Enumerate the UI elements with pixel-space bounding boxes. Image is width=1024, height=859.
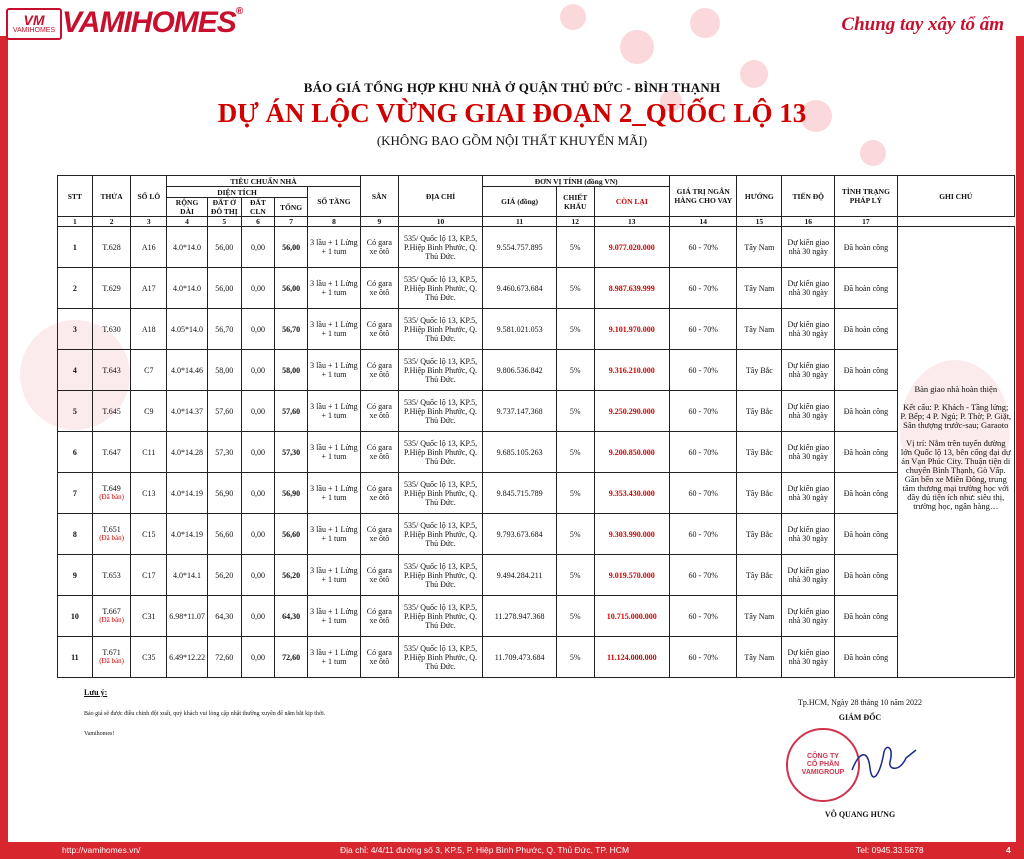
- cell-chietkhau: 5%: [556, 555, 594, 596]
- footer-url[interactable]: http://vamihomes.vn/: [62, 845, 141, 855]
- column-number: 9: [360, 217, 398, 227]
- header-thua: THỬA: [92, 176, 131, 217]
- title-note: (KHÔNG BAO GỒM NỘI THẤT KHUYẾN MÃI): [376, 133, 648, 148]
- cell-gia: 9.845.715.789: [483, 473, 556, 514]
- note-paragraph: Vị trí: Nằm trên tuyến đường lớn Quốc lộ 13, bên cổng đại dự án Vạn Phúc City. Thuận tiện di chuyển Bình Thạnh, Gò Vấp. Gần bến xe Miền Đông, trung tâm thương mại trường học với đầy đủ tiện ích như: siêu thị, trường học, ngân hàng…: [900, 437, 1011, 511]
- cell-phaply: Đã hoàn công: [835, 473, 897, 514]
- cell-solo: C15: [131, 514, 167, 555]
- cell-dato: 57,60: [207, 391, 241, 432]
- cell-rongdai: 4.0*14.19: [167, 514, 208, 555]
- header-ghichu: GHI CHÚ: [897, 176, 1014, 217]
- cell-rongdai: 4.0*14.1: [167, 555, 208, 596]
- cell-huong: Tây Bắc: [737, 514, 782, 555]
- cell-phaply: Đã hoàn công: [835, 350, 897, 391]
- price-table: [57, 175, 1015, 678]
- column-number: 7: [275, 217, 308, 227]
- cell-vay: 60 - 70%: [670, 227, 737, 268]
- table-row: [58, 555, 1015, 596]
- column-number: 11: [483, 217, 556, 227]
- cell-stt: 1: [58, 227, 93, 268]
- cell-phaply: Đã hoàn công: [835, 268, 897, 309]
- plot-number: T.653: [102, 570, 121, 580]
- plot-number: T.629: [102, 283, 121, 293]
- cell-huong: Tây Bắc: [737, 432, 782, 473]
- plot-number: T.628: [102, 242, 121, 252]
- cell-san: Có gara xe ôtô: [360, 309, 398, 350]
- cell-sotang: 3 lầu + 1 Lửng + 1 tum: [307, 309, 360, 350]
- cell-phaply: Đã hoàn công: [835, 432, 897, 473]
- cell-solo: C9: [131, 391, 167, 432]
- footer-tel: Tel: 0945.33.5678: [856, 845, 924, 855]
- cell-datcln: 0,00: [241, 309, 275, 350]
- cell-stt: 5: [58, 391, 93, 432]
- cell-huong: Tây Nam: [737, 637, 782, 678]
- header-sotang: SỐ TẦNG: [307, 187, 360, 217]
- cell-stt: 7: [58, 473, 93, 514]
- cell-phaply: Đã hoàn công: [835, 227, 897, 268]
- cell-dato: 72,60: [207, 637, 241, 678]
- cell-tiendo: Dự kiến giao nhà 30 ngày: [782, 227, 835, 268]
- cell-tiendo: Dự kiến giao nhà 30 ngày: [782, 473, 835, 514]
- cell-tiendo: Dự kiến giao nhà 30 ngày: [782, 350, 835, 391]
- cell-san: Có gara xe ôtô: [360, 227, 398, 268]
- cell-chietkhau: 5%: [556, 391, 594, 432]
- brand-name: VAMIHOMES®: [62, 6, 243, 39]
- cell-rongdai: 4.0*14.0: [167, 227, 208, 268]
- cell-sotang: 3 lầu + 1 Lửng + 1 tum: [307, 391, 360, 432]
- cell-conlai: 8.987.639.999: [594, 268, 669, 309]
- cell-stt: 8: [58, 514, 93, 555]
- cell-san: Có gara xe ôtô: [360, 596, 398, 637]
- cell-vay: 60 - 70%: [670, 473, 737, 514]
- cell-gia: 11.709.473.684: [483, 637, 556, 678]
- blossom-decoration: [620, 30, 654, 64]
- table-body: [58, 217, 1015, 678]
- cell-chietkhau: 5%: [556, 596, 594, 637]
- cell-rongdai: 4.05*14.0: [167, 309, 208, 350]
- cell-gia: 9.554.757.895: [483, 227, 556, 268]
- notes-cell: [897, 227, 1014, 678]
- blossom-decoration: [690, 8, 720, 38]
- cell-rongdai: 4.0*14.19: [167, 473, 208, 514]
- cell-gia: 9.581.021.053: [483, 309, 556, 350]
- cell-dato: 57,30: [207, 432, 241, 473]
- cell-san: Có gara xe ôtô: [360, 514, 398, 555]
- cell-datcln: 0,00: [241, 596, 275, 637]
- cell-tiendo: Dự kiến giao nhà 30 ngày: [782, 637, 835, 678]
- cell-tong: 58,00: [275, 350, 308, 391]
- cell-diachi: 535/ Quốc lộ 13, KP.5, P.Hiệp Bình Phước, Q. Thủ Đức.: [398, 514, 483, 555]
- header-donvi: ĐƠN VỊ TÍNH (đồng VN): [483, 176, 670, 187]
- sold-badge: (Đã bán): [99, 657, 124, 665]
- header-tong: TỔNG: [275, 198, 308, 217]
- plot-number: T.645: [102, 406, 121, 416]
- cell-stt: 11: [58, 637, 93, 678]
- cell-datcln: 0,00: [241, 637, 275, 678]
- cell-solo: A18: [131, 309, 167, 350]
- cell-chietkhau: 5%: [556, 473, 594, 514]
- cell-rongdai: 6.49*12.22: [167, 637, 208, 678]
- cell-tong: 64,30: [275, 596, 308, 637]
- cell-sotang: 3 lầu + 1 Lửng + 1 tum: [307, 350, 360, 391]
- cell-gia: 9.685.105.263: [483, 432, 556, 473]
- cell-dato: 64,30: [207, 596, 241, 637]
- cell-conlai: 11.124.000.000: [594, 637, 669, 678]
- header-san: SÂN: [360, 176, 398, 217]
- column-number: 15: [737, 217, 782, 227]
- column-number: 2: [92, 217, 131, 227]
- sign-title: GIÁM ĐỐC: [838, 713, 882, 722]
- table-row: [58, 514, 1015, 555]
- cell-diachi: 535/ Quốc lộ 13, KP.5, P.Hiệp Bình Phước, Q. Thủ Đức.: [398, 555, 483, 596]
- header-stt: STT: [58, 176, 93, 217]
- cell-thua: [92, 309, 131, 350]
- cell-huong: Tây Bắc: [737, 350, 782, 391]
- column-number: 13: [594, 217, 669, 227]
- cell-chietkhau: 5%: [556, 514, 594, 555]
- column-number: 4: [167, 217, 208, 227]
- cell-diachi: 535/ Quốc lộ 13, KP.5, P.Hiệp Bình Phước, Q. Thủ Đức.: [398, 473, 483, 514]
- table-row: [58, 391, 1015, 432]
- cell-stt: 3: [58, 309, 93, 350]
- cell-thua: [92, 432, 131, 473]
- table-row: [58, 350, 1015, 391]
- cell-huong: Tây Nam: [737, 268, 782, 309]
- cell-phaply: Đã hoàn công: [835, 555, 897, 596]
- cell-sotang: 3 lầu + 1 Lửng + 1 tum: [307, 514, 360, 555]
- cell-conlai: 10.715.000.000: [594, 596, 669, 637]
- cell-tiendo: Dự kiến giao nhà 30 ngày: [782, 514, 835, 555]
- cell-tiendo: Dự kiến giao nhà 30 ngày: [782, 555, 835, 596]
- cell-solo: A16: [131, 227, 167, 268]
- header-dientich: DIỆN TÍCH: [167, 187, 308, 198]
- cell-vay: 60 - 70%: [670, 432, 737, 473]
- handwritten-signature: [850, 740, 920, 780]
- cell-tong: 56,90: [275, 473, 308, 514]
- cell-conlai: 9.200.850.000: [594, 432, 669, 473]
- cell-thua: [92, 227, 131, 268]
- cell-dato: 58,00: [207, 350, 241, 391]
- cell-tong: 56,60: [275, 514, 308, 555]
- page-number: 4: [1006, 845, 1011, 855]
- sold-badge: (Đã bán): [99, 616, 124, 624]
- cell-stt: 10: [58, 596, 93, 637]
- cell-dato: 56,00: [207, 268, 241, 309]
- cell-datcln: 0,00: [241, 391, 275, 432]
- cell-sotang: 3 lầu + 1 Lửng + 1 tum: [307, 227, 360, 268]
- cell-chietkhau: 5%: [556, 309, 594, 350]
- company-seal: CÔNG TY CỔ PHẦN VAMIGROUP: [786, 728, 860, 802]
- note-paragraph: Bàn giao nhà hoàn thiện: [914, 383, 998, 394]
- page-title: DỰ ÁN LỘC VỪNG GIAI ĐOẠN 2_QUỐC LỘ 13: [217, 98, 807, 128]
- cell-rongdai: 6.98*11.07: [167, 596, 208, 637]
- cell-stt: 9: [58, 555, 93, 596]
- cell-diachi: 535/ Quốc lộ 13, KP.5, P.Hiệp Bình Phước, Q. Thủ Đức.: [398, 268, 483, 309]
- notes-section: [84, 688, 325, 751]
- cell-conlai: 9.353.430.000: [594, 473, 669, 514]
- footer-address: Địa chỉ: 4/4/11 đường số 3, KP.5, P. Hiệp Bình Phước, Q. Thủ Đức, TP. HCM: [340, 845, 630, 855]
- cell-vay: 60 - 70%: [670, 391, 737, 432]
- header-rongdai: RỘNG DÀI: [167, 198, 208, 217]
- column-number-row: [58, 217, 1015, 227]
- cell-gia: 9.806.536.842: [483, 350, 556, 391]
- cell-sotang: 3 lầu + 1 Lửng + 1 tum: [307, 596, 360, 637]
- cell-huong: Tây Nam: [737, 227, 782, 268]
- notes-line: Bảo giá sẽ được điều chỉnh đột xuất, quý khách vui lòng cập nhật thường xuyên để nắm bắt kịp thời.: [84, 711, 326, 717]
- cell-vay: 60 - 70%: [670, 514, 737, 555]
- cell-tong: 56,70: [275, 309, 308, 350]
- plot-number: T.667: [102, 607, 121, 616]
- cell-san: Có gara xe ôtô: [360, 637, 398, 678]
- column-number: 10: [398, 217, 483, 227]
- cell-vay: 60 - 70%: [670, 555, 737, 596]
- cell-tong: 57,60: [275, 391, 308, 432]
- cell-diachi: 535/ Quốc lộ 13, KP.5, P.Hiệp Bình Phước, Q. Thủ Đức.: [398, 309, 483, 350]
- header-dato: ĐẤT Ở ĐÔ THỊ: [207, 198, 241, 217]
- note-paragraph: Kết cấu: P. Khách - Tầng lửng; P. Bếp; 4 P. Ngủ; P. Thờ; P. Giặt, Sân thượng trước-sau; Garaoto: [900, 401, 1012, 430]
- plot-number: T.647: [102, 447, 121, 457]
- cell-gia: 11.278.947.368: [483, 596, 556, 637]
- cell-chietkhau: 5%: [556, 432, 594, 473]
- cell-thua: [92, 268, 131, 309]
- cell-thua: [92, 473, 131, 514]
- cell-gia: 9.494.284.211: [483, 555, 556, 596]
- cell-phaply: Đã hoàn công: [835, 637, 897, 678]
- cell-sotang: 3 lầu + 1 Lửng + 1 tum: [307, 268, 360, 309]
- cell-huong: Tây Nam: [737, 309, 782, 350]
- cell-san: Có gara xe ôtô: [360, 473, 398, 514]
- header-tinhtrang: TÌNH TRẠNG PHÁP LÝ: [835, 176, 897, 217]
- cell-conlai: 9.101.970.000: [594, 309, 669, 350]
- column-number: 3: [131, 217, 167, 227]
- cell-tong: 72,60: [275, 637, 308, 678]
- cell-tiendo: Dự kiến giao nhà 30 ngày: [782, 268, 835, 309]
- cell-san: Có gara xe ôtô: [360, 432, 398, 473]
- cell-solo: C31: [131, 596, 167, 637]
- cell-sotang: 3 lầu + 1 Lửng + 1 tum: [307, 432, 360, 473]
- cell-phaply: Đã hoàn công: [835, 596, 897, 637]
- cell-vay: 60 - 70%: [670, 350, 737, 391]
- header-diachi: ĐỊA CHỈ: [398, 176, 483, 217]
- cell-datcln: 0,00: [241, 432, 275, 473]
- cell-tong: 57,30: [275, 432, 308, 473]
- cell-thua: [92, 555, 131, 596]
- cell-datcln: 0,00: [241, 555, 275, 596]
- column-number: 16: [782, 217, 835, 227]
- cell-vay: 60 - 70%: [670, 309, 737, 350]
- cell-solo: C35: [131, 637, 167, 678]
- cell-huong: Tây Bắc: [737, 391, 782, 432]
- cell-conlai: 9.077.020.000: [594, 227, 669, 268]
- table-row: [58, 637, 1015, 678]
- header-giatri: GIÁ TRỊ NGÂN HÀNG CHO VAY: [670, 176, 737, 217]
- cell-solo: C13: [131, 473, 167, 514]
- cell-gia: 9.460.673.684: [483, 268, 556, 309]
- cell-rongdai: 4.0*14.46: [167, 350, 208, 391]
- cell-sotang: 3 lầu + 1 Lửng + 1 tum: [307, 555, 360, 596]
- cell-tiendo: Dự kiến giao nhà 30 ngày: [782, 309, 835, 350]
- table-row: [58, 268, 1015, 309]
- right-red-border: [1016, 36, 1024, 842]
- plot-number: T.671: [102, 648, 121, 657]
- header-tieuchuan: TIÊU CHUẨN NHÀ: [167, 176, 361, 187]
- cell-dato: 56,90: [207, 473, 241, 514]
- cell-datcln: 0,00: [241, 514, 275, 555]
- cell-huong: Tây Bắc: [737, 555, 782, 596]
- cell-dato: 56,70: [207, 309, 241, 350]
- left-red-border: [0, 36, 8, 842]
- notes-heading: Lưu ý:: [84, 688, 108, 697]
- cell-solo: A17: [131, 268, 167, 309]
- cell-huong: Tây Nam: [737, 596, 782, 637]
- cell-huong: Tây Bắc: [737, 473, 782, 514]
- cell-datcln: 0,00: [241, 268, 275, 309]
- table-row: [58, 227, 1015, 268]
- table-row: [58, 432, 1015, 473]
- title-block: [0, 80, 1024, 149]
- sold-badge: (Đã bán): [99, 534, 124, 542]
- logo-mark: VM VAMIHOMES: [6, 8, 62, 40]
- cell-datcln: 0,00: [241, 227, 275, 268]
- cell-solo: C11: [131, 432, 167, 473]
- cell-chietkhau: 5%: [556, 268, 594, 309]
- column-number: 6: [241, 217, 275, 227]
- cell-thua: [92, 391, 131, 432]
- plot-number: T.649: [102, 484, 121, 493]
- header-tiendo: TIẾN ĐỘ: [782, 176, 835, 217]
- subtitle: BÁO GIÁ TỔNG HỢP KHU NHÀ Ở QUẬN THỦ ĐỨC - BÌNH THẠNH: [303, 80, 721, 95]
- cell-thua: [92, 514, 131, 555]
- header-chietkhau: CHIẾT KHẤU: [556, 187, 594, 217]
- plot-number: T.630: [102, 324, 121, 334]
- cell-tiendo: Dự kiến giao nhà 30 ngày: [782, 596, 835, 637]
- cell-tong: 56,00: [275, 227, 308, 268]
- column-number: 14: [670, 217, 737, 227]
- cell-conlai: 9.316.210.000: [594, 350, 669, 391]
- cell-rongdai: 4.0*14.37: [167, 391, 208, 432]
- plot-number: T.643: [102, 365, 121, 375]
- cell-conlai: 9.250.290.000: [594, 391, 669, 432]
- cell-rongdai: 4.0*14.0: [167, 268, 208, 309]
- cell-dato: 56,20: [207, 555, 241, 596]
- header-gia: GIÁ (đồng): [483, 187, 556, 217]
- cell-diachi: 535/ Quốc lộ 13, KP.5, P.Hiệp Bình Phước, Q. Thủ Đức.: [398, 227, 483, 268]
- column-number: 17: [835, 217, 897, 227]
- header-conlai: CÒN LẠI: [594, 187, 669, 217]
- cell-sotang: 3 lầu + 1 Lửng + 1 tum: [307, 637, 360, 678]
- cell-stt: 2: [58, 268, 93, 309]
- cell-conlai: 9.019.570.000: [594, 555, 669, 596]
- cell-thua: [92, 637, 131, 678]
- header-huong: HƯỚNG: [737, 176, 782, 217]
- table-row: [58, 596, 1015, 637]
- footer-bar: [0, 842, 1024, 859]
- header-solo: SỐ LÔ: [131, 176, 167, 217]
- cell-sotang: 3 lầu + 1 Lửng + 1 tum: [307, 473, 360, 514]
- blossom-decoration: [560, 4, 586, 30]
- cell-san: Có gara xe ôtô: [360, 268, 398, 309]
- cell-chietkhau: 5%: [556, 350, 594, 391]
- header-datcln: ĐẤT CLN: [241, 198, 275, 217]
- plot-number: T.651: [102, 525, 121, 534]
- cell-san: Có gara xe ôtô: [360, 555, 398, 596]
- cell-vay: 60 - 70%: [670, 268, 737, 309]
- column-number: 1: [58, 217, 93, 227]
- cell-gia: 9.737.147.368: [483, 391, 556, 432]
- cell-phaply: Đã hoàn công: [835, 309, 897, 350]
- column-number: 8: [307, 217, 360, 227]
- cell-diachi: 535/ Quốc lộ 13, KP.5, P.Hiệp Bình Phước, Q. Thủ Đức.: [398, 432, 483, 473]
- cell-gia: 9.793.673.684: [483, 514, 556, 555]
- cell-diachi: 535/ Quốc lộ 13, KP.5, P.Hiệp Bình Phước, Q. Thủ Đức.: [398, 637, 483, 678]
- sign-date: Tp.HCM, Ngày 28 tháng 10 năm 2022: [798, 698, 922, 707]
- cell-phaply: Đã hoàn công: [835, 391, 897, 432]
- cell-diachi: 535/ Quốc lộ 13, KP.5, P.Hiệp Bình Phước, Q. Thủ Đức.: [398, 391, 483, 432]
- column-number: 5: [207, 217, 241, 227]
- sold-badge: (Đã bán): [99, 493, 124, 501]
- table-row: [58, 309, 1015, 350]
- cell-vay: 60 - 70%: [670, 596, 737, 637]
- cell-solo: C17: [131, 555, 167, 596]
- table-row: [58, 473, 1015, 514]
- cell-san: Có gara xe ôtô: [360, 350, 398, 391]
- cell-chietkhau: 5%: [556, 637, 594, 678]
- cell-chietkhau: 5%: [556, 227, 594, 268]
- cell-thua: [92, 596, 131, 637]
- cell-diachi: 535/ Quốc lộ 13, KP.5, P.Hiệp Bình Phước, Q. Thủ Đức.: [398, 350, 483, 391]
- cell-tiendo: Dự kiến giao nhà 30 ngày: [782, 432, 835, 473]
- slogan: Chung tay xây tổ ấm: [841, 14, 1004, 35]
- cell-stt: 4: [58, 350, 93, 391]
- cell-dato: 56,00: [207, 227, 241, 268]
- cell-tong: 56,00: [275, 268, 308, 309]
- cell-rongdai: 4.0*14.28: [167, 432, 208, 473]
- cell-tong: 56,20: [275, 555, 308, 596]
- cell-dato: 56,60: [207, 514, 241, 555]
- signer-name: VÕ QUANG HƯNG: [824, 810, 896, 819]
- cell-datcln: 0,00: [241, 350, 275, 391]
- cell-phaply: Đã hoàn công: [835, 514, 897, 555]
- cell-stt: 6: [58, 432, 93, 473]
- cell-tiendo: Dự kiến giao nhà 30 ngày: [782, 391, 835, 432]
- cell-vay: 60 - 70%: [670, 637, 737, 678]
- column-number: 12: [556, 217, 594, 227]
- cell-san: Có gara xe ôtô: [360, 391, 398, 432]
- cell-diachi: 535/ Quốc lộ 13, KP.5, P.Hiệp Bình Phước, Q. Thủ Đức.: [398, 596, 483, 637]
- notes-signoff: Vamihomes!: [84, 731, 115, 737]
- cell-datcln: 0,00: [241, 473, 275, 514]
- cell-conlai: 9.303.990.000: [594, 514, 669, 555]
- cell-thua: [92, 350, 131, 391]
- cell-solo: C7: [131, 350, 167, 391]
